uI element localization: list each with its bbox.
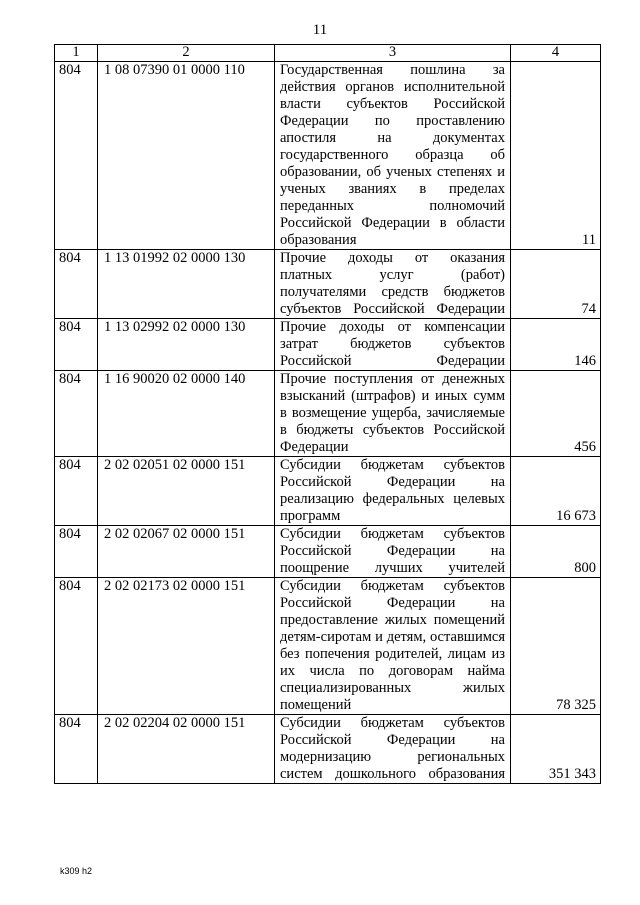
admin-code-cell: 804 bbox=[55, 715, 98, 784]
budget-revenue-table bbox=[54, 44, 601, 784]
admin-code-cell: 804 bbox=[55, 371, 98, 457]
admin-code-cell: 804 bbox=[55, 250, 98, 319]
admin-code-cell: 804 bbox=[55, 319, 98, 371]
column-header-4: 4 bbox=[511, 45, 601, 62]
admin-code-cell: 804 bbox=[55, 457, 98, 526]
amount-cell: 456 bbox=[511, 371, 601, 457]
table-row bbox=[55, 715, 601, 784]
table-row bbox=[55, 457, 601, 526]
page-number: 11 bbox=[312, 22, 328, 38]
amount-cell: 11 bbox=[511, 62, 601, 250]
description-cell: Прочие поступления от денежных взысканий (штрафов) и иных сумм в возмещение ущерба, зачисляемые в бюджеты субъектов Российской Федерации bbox=[275, 371, 511, 457]
description-cell: Субсидии бюджетам субъектов Российской Федерации на реализацию федеральных целевых программ bbox=[275, 457, 511, 526]
description-cell: Прочие доходы от оказания платных услуг (работ) получателями средств бюджетов субъектов Российской Федерации bbox=[275, 250, 511, 319]
admin-code-cell: 804 bbox=[55, 62, 98, 250]
description-cell: Субсидии бюджетам субъектов Российской Федерации на предоставление жилых помещений детям-сиротам и детям, оставшимся без попечения родителей, лицам из их числа по договорам найма специализированных жилых помещений bbox=[275, 578, 511, 715]
description-cell: Прочие доходы от компенсации затрат бюджетов субъектов Российской Федерации bbox=[275, 319, 511, 371]
budget-code-cell: 2 02 02051 02 0000 151 bbox=[98, 457, 275, 526]
table-row bbox=[55, 526, 601, 578]
table-row bbox=[55, 250, 601, 319]
table-row bbox=[55, 319, 601, 371]
document-footer-code: k309 h2 bbox=[60, 866, 93, 876]
budget-code-cell: 1 16 90020 02 0000 140 bbox=[98, 371, 275, 457]
table-row bbox=[55, 62, 601, 250]
budget-code-cell: 2 02 02067 02 0000 151 bbox=[98, 526, 275, 578]
table-header-row bbox=[55, 45, 601, 62]
budget-code-cell: 2 02 02173 02 0000 151 bbox=[98, 578, 275, 715]
budget-code-cell: 2 02 02204 02 0000 151 bbox=[98, 715, 275, 784]
amount-cell: 16 673 bbox=[511, 457, 601, 526]
amount-cell: 78 325 bbox=[511, 578, 601, 715]
amount-cell: 74 bbox=[511, 250, 601, 319]
amount-cell: 146 bbox=[511, 319, 601, 371]
amount-cell: 800 bbox=[511, 526, 601, 578]
admin-code-cell: 804 bbox=[55, 578, 98, 715]
budget-code-cell: 1 13 01992 02 0000 130 bbox=[98, 250, 275, 319]
column-header-3: 3 bbox=[275, 45, 511, 62]
admin-code-cell: 804 bbox=[55, 526, 98, 578]
budget-code-cell: 1 13 02992 02 0000 130 bbox=[98, 319, 275, 371]
table-row bbox=[55, 371, 601, 457]
amount-cell: 351 343 bbox=[511, 715, 601, 784]
description-cell: Государственная пошлина за действия органов исполнительной власти субъектов Российской Федерации по проставлению апостиля на документах государственного образца об образовании, об ученых степенях и ученых званиях в пределах переданных полномочий Российской Федерации в области образования bbox=[275, 62, 511, 250]
description-cell: Субсидии бюджетам субъектов Российской Федерации на поощрение лучших учителей bbox=[275, 526, 511, 578]
budget-code-cell: 1 08 07390 01 0000 110 bbox=[98, 62, 275, 250]
column-header-1: 1 bbox=[55, 45, 98, 62]
column-header-2: 2 bbox=[98, 45, 275, 62]
description-cell: Субсидии бюджетам субъектов Российской Федерации на модернизацию региональных систем дошкольного образования bbox=[275, 715, 511, 784]
table-row bbox=[55, 578, 601, 715]
